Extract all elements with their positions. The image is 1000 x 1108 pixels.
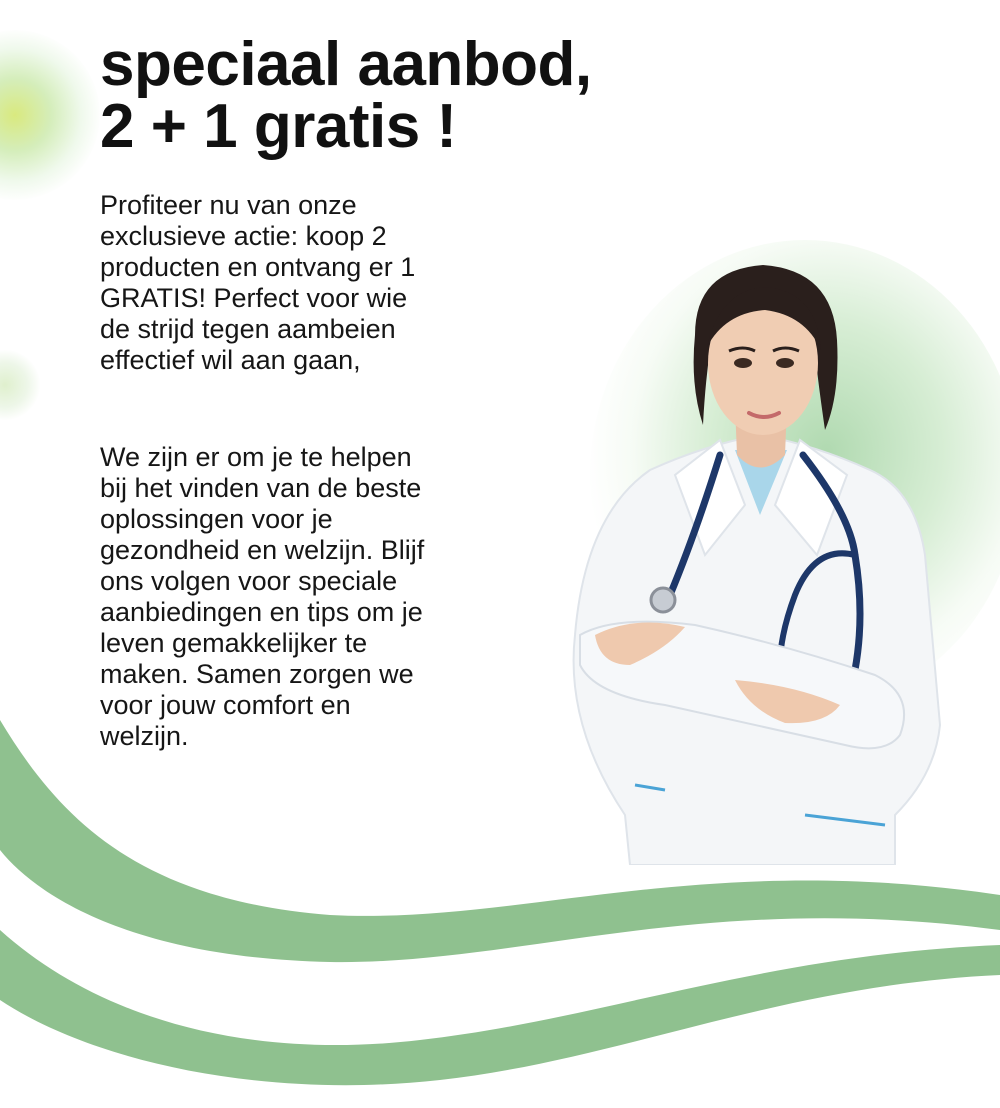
paragraph-line: producten en ontvang er 1 — [100, 252, 416, 282]
headline-line-1: speciaal aanbod, — [100, 30, 592, 99]
paragraph-line: maken. Samen zorgen we — [100, 659, 414, 689]
paragraph-line: welzijn. — [100, 721, 189, 751]
paragraph-line: ons volgen voor speciale — [100, 566, 398, 596]
paragraph-line: Profiteer nu van onze — [100, 190, 357, 220]
paragraph-line: aanbiedingen en tips om je — [100, 597, 423, 627]
paragraph-line: voor jouw comfort en — [100, 690, 351, 720]
wave-lower — [0, 930, 1000, 1085]
paragraph-line: gezondheid en welzijn. Blijf — [100, 535, 425, 565]
green-waves-decoration — [0, 700, 1000, 1108]
paragraph-line: de strijd tegen aambeien — [100, 314, 396, 344]
headline — [100, 30, 720, 161]
paragraph-line: bij het vinden van de beste — [100, 473, 422, 503]
intro-paragraph — [100, 190, 540, 376]
wave-upper — [0, 720, 1000, 962]
paragraph-line: oplossingen voor je — [100, 504, 333, 534]
flower-decoration-small — [0, 350, 40, 420]
paragraph-line: We zijn er om je te helpen — [100, 442, 412, 472]
paragraph-line: effectief wil aan gaan, — [100, 345, 361, 375]
paragraph-line: leven gemakkelijker te — [100, 628, 368, 658]
paragraph-line: GRATIS! Perfect voor wie — [100, 283, 408, 313]
headline-line-2: 2 + 1 gratis ! — [100, 92, 457, 161]
paragraph-line: exclusieve actie: koop 2 — [100, 221, 387, 251]
flower-decoration — [0, 30, 100, 200]
